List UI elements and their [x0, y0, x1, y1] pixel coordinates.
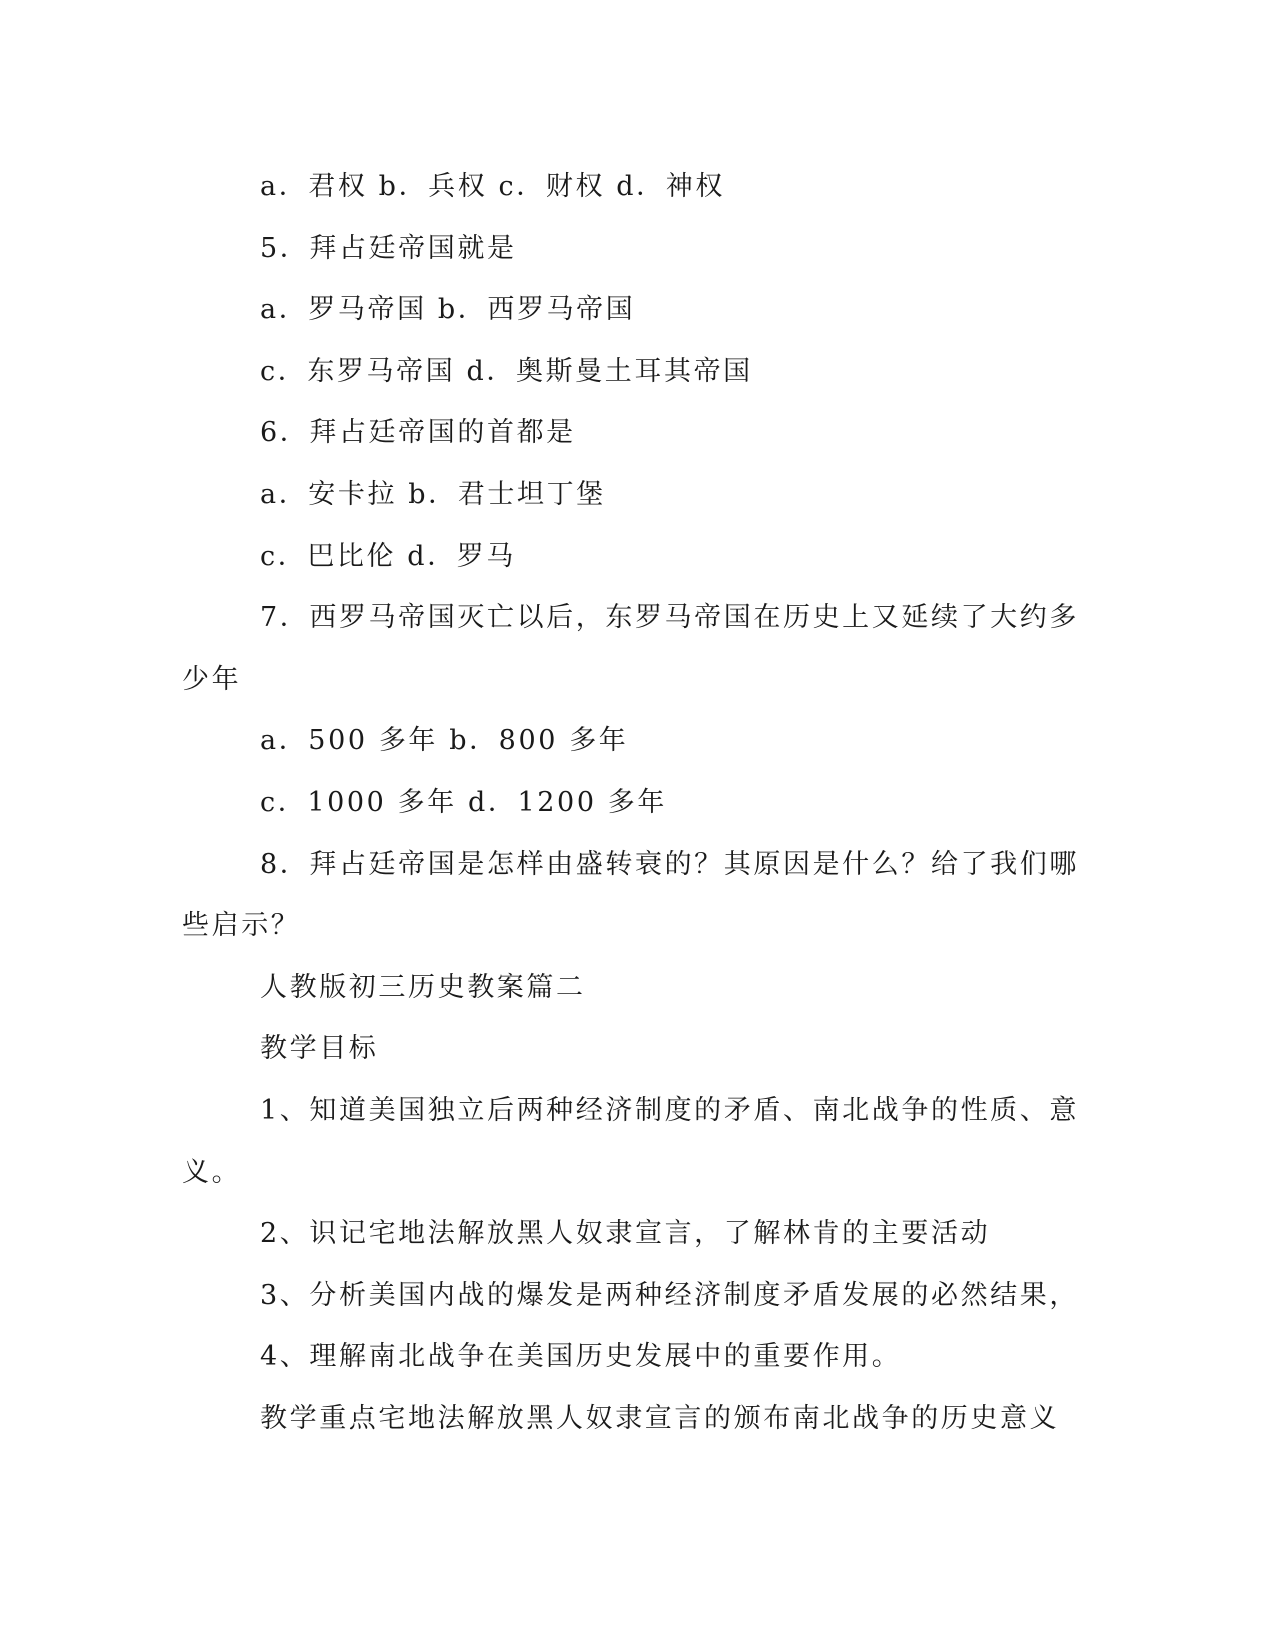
paragraph-line: c．东罗马帝国 d．奥斯曼土耳其帝国 [260, 355, 753, 387]
paragraph-line: 2、识记宅地法解放黑人奴隶宣言，了解林肯的主要活动 [260, 1218, 991, 1250]
continuation-line: 义。 [182, 1156, 242, 1188]
paragraph-line: 3、分析美国内战的爆发是两种经济制度矛盾发展的必然结果， [260, 1279, 1079, 1311]
paragraph-line: 8．拜占廷帝国是怎样由盛转衰的？其原因是什么？给了我们哪 [260, 848, 1079, 880]
paragraph-line: 人教版初三历史教案篇二 [260, 971, 586, 1003]
continuation-line: 些启示？ [182, 910, 301, 942]
paragraph-line: 7．西罗马帝国灭亡以后，东罗马帝国在历史上又延续了大约多 [260, 602, 1079, 634]
paragraph-line: 6．拜占廷帝国的首都是 [260, 417, 576, 449]
paragraph-line: a．500 多年 b．800 多年 [260, 725, 629, 757]
paragraph-line: a．安卡拉 b．君士坦丁堡 [260, 478, 606, 510]
continuation-line: 少年 [182, 663, 242, 695]
paragraph-line: a．君权 b．兵权 c．财权 d．神权 [260, 171, 725, 202]
paragraph-line: c．1000 多年 d．1200 多年 [260, 786, 667, 818]
paragraph-line: a．罗马帝国 b．西罗马帝国 [260, 294, 636, 326]
paragraph-line: 教学重点宅地法解放黑人奴隶宣言的颁布南北战争的历史意义 [260, 1402, 1060, 1434]
paragraph-line: 1、知道美国独立后两种经济制度的矛盾、南北战争的性质、意 [260, 1094, 1079, 1126]
paragraph-line: 教学目标 [260, 1033, 379, 1065]
document-body [182, 156, 1079, 1449]
paragraph-line: c．巴比伦 d．罗马 [260, 540, 516, 572]
paragraph-line: 4、理解南北战争在美国历史发展中的重要作用。 [260, 1341, 902, 1373]
paragraph-line: 5．拜占廷帝国就是 [260, 232, 517, 264]
